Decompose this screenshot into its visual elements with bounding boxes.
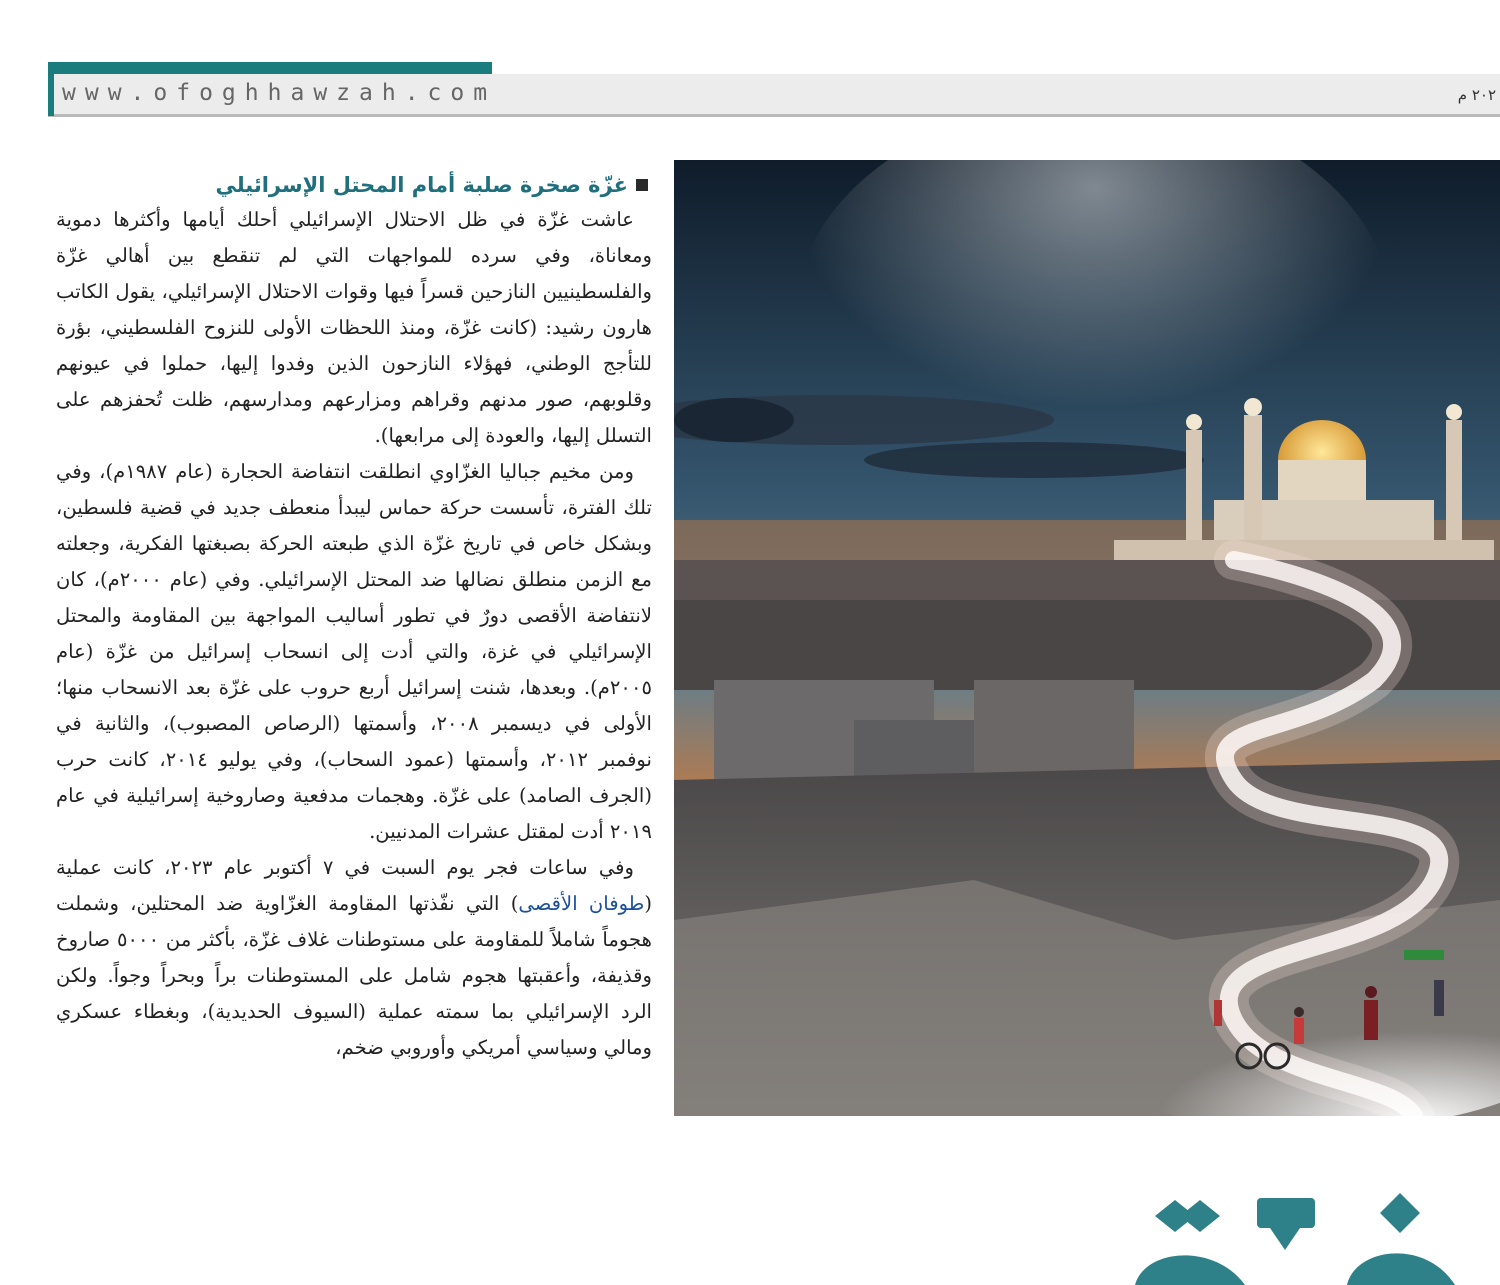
article-photo: [674, 160, 1500, 1116]
issue-date: ۲۰۲ م: [1457, 86, 1496, 104]
paragraph-1-text: عاشت غزّة في ظل الاحتلال الإسرائيلي أحلك أيامها وأكثرها دموية ومعاناة، وفي سرده للمواجهات التي لم تنقطع بين أهالي غزّة والفلسطينيين النازحين قسراً فيها وقوات الاحتلال الإسرائيلي، يقول الكاتب هارون رشيد: (كانت غزّة، ومنذ اللحظات الأولى للنزوح الفلسطيني، بؤرة للتأجج الوطني، فهؤلاء النازحون الذين وفدوا إليها، حملوا في عيونهم وقلوبهم، صور مدنهم وقراهم ومزارعهم ومدارسهم، ظلت تُحفزهم على التسلل إليها، والعودة إلى مرابعها).: [56, 208, 652, 447]
paragraph-3-end: ) التي نفّذتها المقاومة الغزّاوية ضد المحتلين، وشملت هجوماً شاملاً للمقاومة على مستوطنات غلاف غزّة، بأكثر من ٥٠٠٠ صاروخ وقذيفة، وأعقبتها هجوم شامل على المستوطنات براً وبحراً وجواً. ولكن الرد الإسرائيلي بما سمته عملية (السيوف الحديدية)، وبغطاء عسكري ومالي وسياسي أمريكي وأوروبي ضخم،: [56, 892, 652, 1059]
header-accent-bar: [48, 62, 492, 74]
paragraph-3-start: وفي ساعات فجر يوم السبت في ٧ أكتوبر عام ٢٠٢٣، كانت عملية (: [56, 856, 652, 915]
bullet-icon: [636, 179, 648, 191]
paragraph-3: [56, 850, 652, 1066]
operation-name-highlight: طوفان الأقصى: [518, 892, 645, 915]
paragraph-1: [56, 202, 652, 454]
headline-text: غزّة صخرة صلبة أمام المحتل الإسرائيلي: [215, 173, 628, 197]
article-headline: [56, 168, 648, 202]
header-edge: [48, 62, 54, 116]
paragraph-2-text: ومن مخيم جباليا الغزّاوي انطلقت انتفاضة الحجارة (عام ١٩٨٧م)، وفي تلك الفترة، تأسست حركة حماس ليبدأ منعطف جديد في قضية فلسطين، وبشكل خاص في تاريخ غزّة الذي طبعته الحركة بصبغتها الفكرية، وجعلته مع الزمن منطلق نضالها ضد المحتل الإسرائيلي. وفي (عام ٢٠٠٠م)، كان لانتفاضة الأقصى دورٌ في تطور أساليب المواجهة بين المقاومة والمحتل الإسرائيلي في غزة، والتي أدت إلى انسحاب إسرائيل من غزّة (عام ٢٠٠٥م). وبعدها، شنت إسرائيل أربع حروب على غزّة بعد الانسحاب منها؛ الأولى في ديسمبر ٢٠٠٨، وأسمتها (الرصاص المصبوب)، والثانية في نوفمبر ٢٠١٢، وأسمتها (عمود السحاب)، وفي يوليو ٢٠١٤، كانت حرب (الجرف الصامد) على غزّة. وهجمات مدفعية وصاروخية إسرائيلية في عام ٢٠١٩ أدت لمقتل عشرات المدنيين.: [56, 460, 653, 843]
paragraph-2: [56, 454, 652, 850]
decorative-calligraphy: [1135, 1188, 1500, 1285]
site-url[interactable]: www.ofoghhawzah.com: [62, 80, 497, 106]
article: [56, 168, 652, 1066]
